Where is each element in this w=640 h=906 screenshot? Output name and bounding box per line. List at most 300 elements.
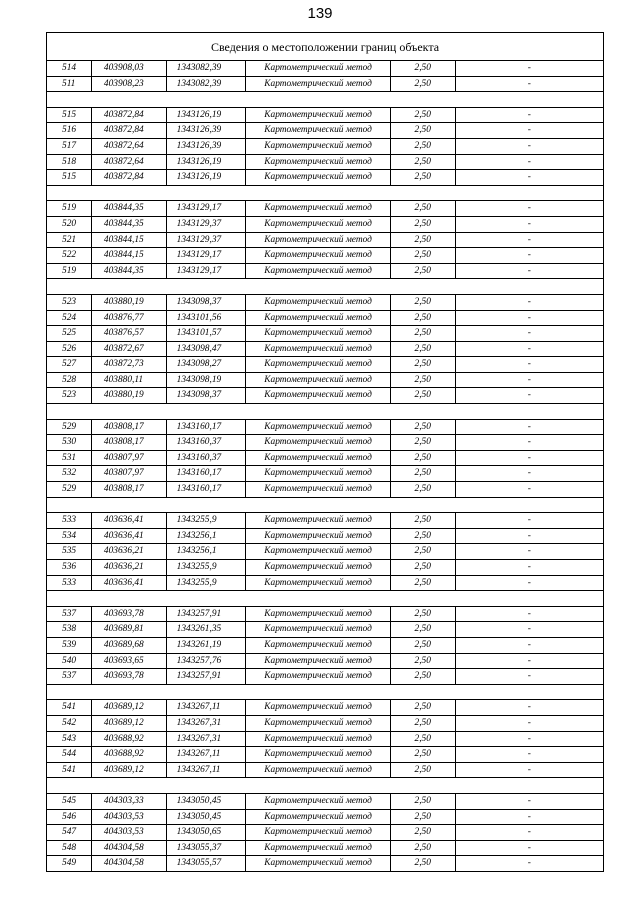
x-coordinate-cell: 403872,84 (92, 170, 167, 185)
method-cell: Картометрический метод (246, 747, 390, 762)
x-coordinate-cell: 403693,78 (92, 669, 167, 684)
method-cell: Картометрический метод (246, 420, 390, 435)
method-cell: Картометрический метод (246, 529, 390, 544)
method-cell: Картометрический метод (246, 560, 390, 575)
table-row (46, 716, 604, 732)
accuracy-cell: 2,50 (391, 373, 456, 388)
table-row (46, 466, 604, 482)
x-coordinate-cell: 403636,41 (92, 529, 167, 544)
method-cell: Картометрический метод (246, 311, 390, 326)
description-cell: - (527, 390, 531, 401)
table-row (46, 841, 604, 857)
method-cell: Картометрический метод (246, 217, 390, 232)
accuracy-cell: 2,50 (391, 716, 456, 731)
method-cell: Картометрический метод (246, 716, 390, 731)
table-title: Сведения о местоположении границ объекта (46, 32, 604, 61)
method-cell: Картометрический метод (246, 700, 390, 715)
method-cell: Картометрический метод (246, 342, 390, 357)
x-coordinate-cell: 403636,41 (92, 576, 167, 591)
accuracy-cell: 2,50 (391, 264, 456, 279)
description-cell: - (527, 546, 531, 557)
table-row (46, 513, 604, 529)
y-coordinate-cell: 1343267,11 (167, 700, 247, 715)
y-coordinate-cell: 1343101,56 (167, 311, 247, 326)
x-coordinate-cell: 403689,81 (92, 622, 167, 637)
y-coordinate-cell: 1343255,9 (167, 513, 247, 528)
y-coordinate-cell: 1343160,37 (167, 435, 247, 450)
y-coordinate-cell: 1343267,11 (167, 763, 247, 778)
table-row (46, 607, 604, 623)
y-coordinate-cell: 1343050,45 (167, 810, 247, 825)
method-cell: Картометрический метод (246, 607, 390, 622)
method-cell: Картометрический метод (246, 622, 390, 637)
point-number-cell: 519 (47, 201, 92, 216)
description-cell: - (527, 343, 531, 354)
description-cell: - (527, 312, 531, 323)
x-coordinate-cell: 403693,78 (92, 607, 167, 622)
point-number-cell: 531 (47, 451, 92, 466)
y-coordinate-cell: 1343267,31 (167, 716, 247, 731)
x-coordinate-cell: 403872,64 (92, 155, 167, 170)
x-coordinate-cell: 403689,12 (92, 763, 167, 778)
method-cell: Картометрический метод (246, 544, 390, 559)
method-cell: Картометрический метод (246, 123, 390, 138)
x-coordinate-cell: 403880,19 (92, 388, 167, 403)
description-cell: - (527, 218, 531, 229)
x-coordinate-cell: 403636,21 (92, 544, 167, 559)
group-separator-row (46, 404, 604, 420)
group-separator-row (46, 92, 604, 108)
group-separator-row (46, 279, 604, 295)
x-coordinate-cell: 403689,12 (92, 700, 167, 715)
point-number-cell: 524 (47, 311, 92, 326)
accuracy-cell: 2,50 (391, 77, 456, 92)
accuracy-cell: 2,50 (391, 466, 456, 481)
point-number-cell: 547 (47, 825, 92, 840)
method-cell: Картометрический метод (246, 373, 390, 388)
method-cell: Картометрический метод (246, 482, 390, 497)
accuracy-cell: 2,50 (391, 810, 456, 825)
accuracy-cell: 2,50 (391, 435, 456, 450)
point-number-cell: 532 (47, 466, 92, 481)
method-cell: Картометрический метод (246, 108, 390, 123)
accuracy-cell: 2,50 (391, 170, 456, 185)
description-cell: - (527, 250, 531, 261)
boundary-table (46, 32, 604, 872)
y-coordinate-cell: 1343261,19 (167, 638, 247, 653)
table-row (46, 342, 604, 358)
method-cell: Картометрический метод (246, 466, 390, 481)
x-coordinate-cell: 403693,65 (92, 654, 167, 669)
x-coordinate-cell: 403872,64 (92, 139, 167, 154)
y-coordinate-cell: 1343050,65 (167, 825, 247, 840)
point-number-cell: 518 (47, 155, 92, 170)
table-row (46, 217, 604, 233)
table-row (46, 794, 604, 810)
x-coordinate-cell: 403872,67 (92, 342, 167, 357)
description-cell: - (527, 156, 531, 167)
point-number-cell: 522 (47, 248, 92, 263)
x-coordinate-cell: 403636,41 (92, 513, 167, 528)
table-body (46, 61, 604, 872)
point-number-cell: 528 (47, 373, 92, 388)
point-number-cell: 527 (47, 357, 92, 372)
accuracy-cell: 2,50 (391, 155, 456, 170)
y-coordinate-cell: 1343101,57 (167, 326, 247, 341)
y-coordinate-cell: 1343257,91 (167, 669, 247, 684)
description-cell: - (527, 795, 531, 806)
y-coordinate-cell: 1343255,9 (167, 560, 247, 575)
description-cell: - (527, 484, 531, 495)
description-cell: - (527, 374, 531, 385)
group-separator-row (46, 778, 604, 794)
y-coordinate-cell: 1343126,39 (167, 123, 247, 138)
point-number-cell: 535 (47, 544, 92, 559)
y-coordinate-cell: 1343261,35 (167, 622, 247, 637)
method-cell: Картометрический метод (246, 841, 390, 856)
table-row (46, 544, 604, 560)
group-separator-row (46, 591, 604, 607)
accuracy-cell: 2,50 (391, 654, 456, 669)
y-coordinate-cell: 1343160,37 (167, 451, 247, 466)
point-number-cell: 529 (47, 420, 92, 435)
y-coordinate-cell: 1343098,37 (167, 388, 247, 403)
accuracy-cell: 2,50 (391, 295, 456, 310)
table-row (46, 856, 604, 872)
accuracy-cell: 2,50 (391, 841, 456, 856)
accuracy-cell: 2,50 (391, 342, 456, 357)
x-coordinate-cell: 403872,73 (92, 357, 167, 372)
method-cell: Картометрический метод (246, 201, 390, 216)
accuracy-cell: 2,50 (391, 669, 456, 684)
method-cell: Картометрический метод (246, 669, 390, 684)
table-row (46, 61, 604, 77)
description-cell: - (527, 733, 531, 744)
table-row (46, 747, 604, 763)
accuracy-cell: 2,50 (391, 201, 456, 216)
y-coordinate-cell: 1343129,17 (167, 264, 247, 279)
accuracy-cell: 2,50 (391, 576, 456, 591)
description-cell: - (527, 842, 531, 853)
point-number-cell: 517 (47, 139, 92, 154)
point-number-cell: 539 (47, 638, 92, 653)
description-cell: - (527, 858, 531, 869)
y-coordinate-cell: 1343129,37 (167, 233, 247, 248)
table-row (46, 373, 604, 389)
y-coordinate-cell: 1343255,9 (167, 576, 247, 591)
accuracy-cell: 2,50 (391, 529, 456, 544)
method-cell: Картометрический метод (246, 61, 390, 76)
table-row (46, 77, 604, 93)
table-row (46, 108, 604, 124)
method-cell: Картометрический метод (246, 77, 390, 92)
table-row (46, 763, 604, 779)
table-row (46, 420, 604, 436)
y-coordinate-cell: 1343256,1 (167, 529, 247, 544)
y-coordinate-cell: 1343160,17 (167, 420, 247, 435)
x-coordinate-cell: 403808,17 (92, 420, 167, 435)
description-cell: - (527, 63, 531, 73)
description-cell: - (527, 624, 531, 635)
method-cell: Картометрический метод (246, 388, 390, 403)
point-number-cell: 530 (47, 435, 92, 450)
point-number-cell: 523 (47, 388, 92, 403)
x-coordinate-cell: 403808,17 (92, 482, 167, 497)
point-number-cell: 549 (47, 856, 92, 871)
point-number-cell: 545 (47, 794, 92, 809)
table-row (46, 654, 604, 670)
method-cell: Картометрический метод (246, 248, 390, 263)
accuracy-cell: 2,50 (391, 700, 456, 715)
point-number-cell: 516 (47, 123, 92, 138)
accuracy-cell: 2,50 (391, 607, 456, 622)
description-cell: - (527, 764, 531, 775)
description-cell: - (527, 468, 531, 479)
table-row (46, 482, 604, 498)
table-row (46, 451, 604, 467)
point-number-cell: 542 (47, 716, 92, 731)
point-number-cell: 514 (47, 61, 92, 76)
y-coordinate-cell: 1343160,17 (167, 482, 247, 497)
point-number-cell: 515 (47, 170, 92, 185)
x-coordinate-cell: 404304,58 (92, 856, 167, 871)
y-coordinate-cell: 1343082,39 (167, 77, 247, 92)
description-cell: - (527, 671, 531, 682)
description-cell: - (527, 265, 531, 276)
x-coordinate-cell: 403908,23 (92, 77, 167, 92)
x-coordinate-cell: 403844,35 (92, 264, 167, 279)
description-cell: - (527, 328, 531, 339)
description-cell: - (527, 749, 531, 760)
method-cell: Картометрический метод (246, 732, 390, 747)
description-cell: - (527, 515, 531, 526)
table-row (46, 825, 604, 841)
accuracy-cell: 2,50 (391, 420, 456, 435)
description-cell: - (527, 421, 531, 432)
x-coordinate-cell: 404303,53 (92, 810, 167, 825)
point-number-cell: 546 (47, 810, 92, 825)
method-cell: Картометрический метод (246, 435, 390, 450)
accuracy-cell: 2,50 (391, 108, 456, 123)
point-number-cell: 515 (47, 108, 92, 123)
y-coordinate-cell: 1343126,19 (167, 108, 247, 123)
x-coordinate-cell: 404304,58 (92, 841, 167, 856)
accuracy-cell: 2,50 (391, 747, 456, 762)
description-cell: - (527, 811, 531, 822)
x-coordinate-cell: 403807,97 (92, 451, 167, 466)
y-coordinate-cell: 1343257,91 (167, 607, 247, 622)
accuracy-cell: 2,50 (391, 482, 456, 497)
method-cell: Картометрический метод (246, 638, 390, 653)
table-row (46, 248, 604, 264)
x-coordinate-cell: 403808,17 (92, 435, 167, 450)
y-coordinate-cell: 1343098,19 (167, 373, 247, 388)
x-coordinate-cell: 403876,57 (92, 326, 167, 341)
x-coordinate-cell: 403908,03 (92, 61, 167, 76)
x-coordinate-cell: 403880,19 (92, 295, 167, 310)
table-row (46, 700, 604, 716)
accuracy-cell: 2,50 (391, 217, 456, 232)
point-number-cell: 525 (47, 326, 92, 341)
description-cell: - (527, 437, 531, 448)
point-number-cell: 548 (47, 841, 92, 856)
accuracy-cell: 2,50 (391, 123, 456, 138)
method-cell: Картометрический метод (246, 295, 390, 310)
point-number-cell: 536 (47, 560, 92, 575)
y-coordinate-cell: 1343098,37 (167, 295, 247, 310)
accuracy-cell: 2,50 (391, 794, 456, 809)
accuracy-cell: 2,50 (391, 311, 456, 326)
accuracy-cell: 2,50 (391, 763, 456, 778)
method-cell: Картометрический метод (246, 654, 390, 669)
x-coordinate-cell: 403636,21 (92, 560, 167, 575)
y-coordinate-cell: 1343256,1 (167, 544, 247, 559)
accuracy-cell: 2,50 (391, 61, 456, 76)
group-separator-row (46, 498, 604, 514)
description-cell: - (527, 125, 531, 136)
table-row (46, 732, 604, 748)
y-coordinate-cell: 1343126,39 (167, 139, 247, 154)
y-coordinate-cell: 1343267,11 (167, 747, 247, 762)
description-cell: - (527, 608, 531, 619)
point-number-cell: 533 (47, 576, 92, 591)
method-cell: Картометрический метод (246, 264, 390, 279)
table-row (46, 201, 604, 217)
table-row (46, 326, 604, 342)
description-cell: - (527, 717, 531, 728)
y-coordinate-cell: 1343055,57 (167, 856, 247, 871)
description-cell: - (527, 452, 531, 463)
y-coordinate-cell: 1343098,27 (167, 357, 247, 372)
method-cell: Картометрический метод (246, 810, 390, 825)
point-number-cell: 526 (47, 342, 92, 357)
accuracy-cell: 2,50 (391, 560, 456, 575)
method-cell: Картометрический метод (246, 794, 390, 809)
y-coordinate-cell: 1343126,19 (167, 170, 247, 185)
point-number-cell: 538 (47, 622, 92, 637)
y-coordinate-cell: 1343050,45 (167, 794, 247, 809)
table-row (46, 139, 604, 155)
x-coordinate-cell: 403689,68 (92, 638, 167, 653)
x-coordinate-cell: 403844,15 (92, 248, 167, 263)
point-number-cell: 541 (47, 700, 92, 715)
table-row (46, 576, 604, 592)
point-number-cell: 543 (47, 732, 92, 747)
accuracy-cell: 2,50 (391, 357, 456, 372)
description-cell: - (527, 203, 531, 214)
x-coordinate-cell: 403872,84 (92, 123, 167, 138)
description-cell: - (527, 172, 531, 183)
y-coordinate-cell: 1343055,37 (167, 841, 247, 856)
description-cell: - (527, 827, 531, 838)
method-cell: Картометрический метод (246, 576, 390, 591)
y-coordinate-cell: 1343098,47 (167, 342, 247, 357)
y-coordinate-cell: 1343257,76 (167, 654, 247, 669)
table-row (46, 170, 604, 186)
x-coordinate-cell: 403688,92 (92, 732, 167, 747)
page-number: 139 (307, 5, 333, 22)
point-number-cell: 520 (47, 217, 92, 232)
x-coordinate-cell: 403844,35 (92, 217, 167, 232)
table-row (46, 669, 604, 685)
method-cell: Картометрический метод (246, 856, 390, 871)
point-number-cell: 537 (47, 607, 92, 622)
description-cell: - (527, 78, 531, 89)
table-row (46, 123, 604, 139)
accuracy-cell: 2,50 (391, 248, 456, 263)
point-number-cell: 537 (47, 669, 92, 684)
point-number-cell: 521 (47, 233, 92, 248)
table-row (46, 264, 604, 280)
table-row (46, 435, 604, 451)
y-coordinate-cell: 1343267,31 (167, 732, 247, 747)
group-separator-row (46, 186, 604, 202)
method-cell: Картометрический метод (246, 139, 390, 154)
description-cell: - (527, 140, 531, 151)
accuracy-cell: 2,50 (391, 622, 456, 637)
table-row (46, 810, 604, 826)
accuracy-cell: 2,50 (391, 856, 456, 871)
x-coordinate-cell: 403844,15 (92, 233, 167, 248)
accuracy-cell: 2,50 (391, 544, 456, 559)
accuracy-cell: 2,50 (391, 638, 456, 653)
point-number-cell: 534 (47, 529, 92, 544)
table-row (46, 233, 604, 249)
accuracy-cell: 2,50 (391, 451, 456, 466)
method-cell: Картометрический метод (246, 763, 390, 778)
description-cell: - (527, 359, 531, 370)
method-cell: Картометрический метод (246, 233, 390, 248)
x-coordinate-cell: 403880,11 (92, 373, 167, 388)
point-number-cell: 541 (47, 763, 92, 778)
description-cell: - (527, 655, 531, 666)
y-coordinate-cell: 1343126,19 (167, 155, 247, 170)
table-row (46, 155, 604, 171)
point-number-cell: 523 (47, 295, 92, 310)
y-coordinate-cell: 1343129,17 (167, 248, 247, 263)
description-cell: - (527, 562, 531, 572)
y-coordinate-cell: 1343082,39 (167, 61, 247, 76)
x-coordinate-cell: 403689,12 (92, 716, 167, 731)
y-coordinate-cell: 1343129,17 (167, 201, 247, 216)
method-cell: Картометрический метод (246, 170, 390, 185)
table-row (46, 295, 604, 311)
x-coordinate-cell: 403844,35 (92, 201, 167, 216)
point-number-cell: 533 (47, 513, 92, 528)
description-cell: - (527, 702, 531, 713)
x-coordinate-cell: 403807,97 (92, 466, 167, 481)
method-cell: Картометрический метод (246, 513, 390, 528)
x-coordinate-cell: 403688,92 (92, 747, 167, 762)
x-coordinate-cell: 404303,33 (92, 794, 167, 809)
point-number-cell: 544 (47, 747, 92, 762)
x-coordinate-cell: 404303,53 (92, 825, 167, 840)
accuracy-cell: 2,50 (391, 513, 456, 528)
table-row (46, 311, 604, 327)
description-cell: - (527, 234, 531, 245)
accuracy-cell: 2,50 (391, 326, 456, 341)
accuracy-cell: 2,50 (391, 825, 456, 840)
table-row (46, 622, 604, 638)
method-cell: Картометрический метод (246, 451, 390, 466)
x-coordinate-cell: 403876,77 (92, 311, 167, 326)
y-coordinate-cell: 1343160,17 (167, 466, 247, 481)
table-row (46, 388, 604, 404)
point-number-cell: 511 (47, 77, 92, 92)
method-cell: Картометрический метод (246, 326, 390, 341)
x-coordinate-cell: 403872,84 (92, 108, 167, 123)
description-cell: - (527, 296, 531, 307)
